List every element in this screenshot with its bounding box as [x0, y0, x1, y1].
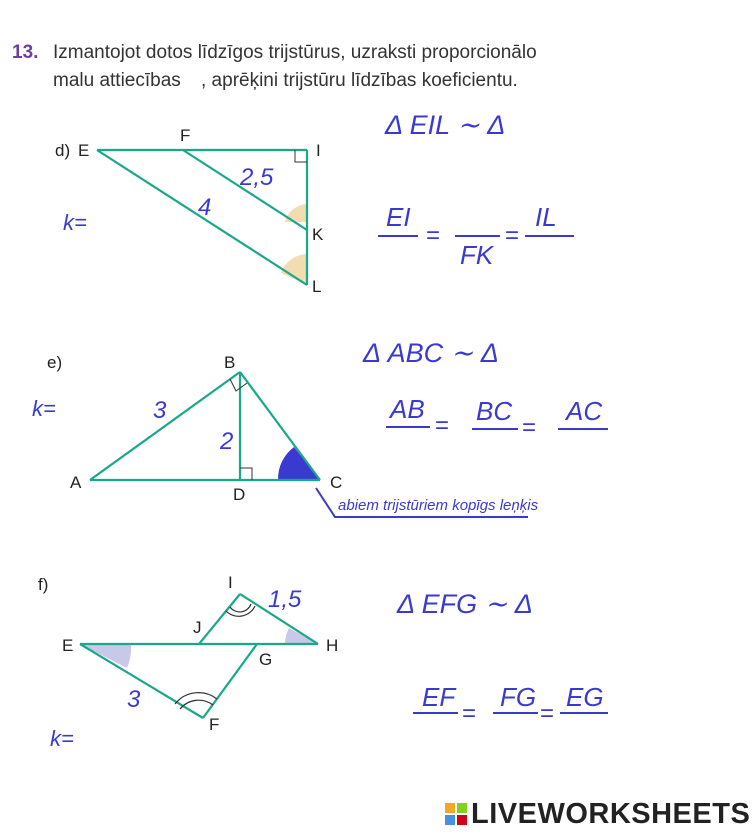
- length-ef: 3: [127, 686, 141, 713]
- similarity-d: Δ EIL ∼ Δ: [385, 110, 506, 140]
- ratio-f-eq1: =: [462, 700, 477, 727]
- ratio-d-eq2: =: [505, 222, 520, 249]
- segment-fg: [203, 644, 257, 718]
- segment-ab: [90, 372, 240, 480]
- vertex-f-f: F: [209, 715, 220, 734]
- ratio-e-eq2: =: [522, 414, 537, 441]
- length-bd: 2: [220, 428, 234, 455]
- k-label-e: k=: [32, 396, 56, 421]
- vertex-e-f: E: [62, 636, 74, 655]
- vertex-l-d: L: [312, 277, 322, 296]
- ratio-e-num2: BC: [476, 396, 513, 426]
- vertex-k-d: K: [312, 225, 324, 244]
- vertex-e-d: E: [78, 141, 90, 160]
- right-angle-marker-d: [240, 468, 252, 480]
- answer-lines: [378, 236, 608, 713]
- vertex-a: A: [70, 473, 82, 492]
- part-f-label: f): [38, 575, 49, 594]
- figure-e: [90, 372, 528, 517]
- vertex-f-d: F: [180, 126, 191, 145]
- task-instruction-line1: Izmantojot dotos līdzīgos trijstūrus, uzraksti proporcionālo: [53, 42, 537, 63]
- task-instruction-line2a: malu attiecības: [53, 70, 181, 91]
- length-el: 4: [198, 194, 212, 221]
- ratio-e-num1: AB: [390, 394, 425, 424]
- segment-ji: [199, 594, 240, 644]
- angle-i-arc-inner: [230, 604, 251, 612]
- ratio-e-num3: AC: [566, 396, 603, 426]
- common-angle-note: abiem trijstūriem kopīgs leņķis: [338, 497, 539, 514]
- task-instruction-line2b: , aprēķini trijstūru līdzības koeficientu.: [201, 70, 518, 91]
- angle-k-marker: [285, 204, 307, 222]
- ratio-f-num1: EF: [422, 682, 456, 712]
- vertex-j: J: [193, 618, 202, 637]
- brand-name: LIVEWORKSHEETS: [471, 798, 751, 830]
- vertex-b: B: [224, 353, 236, 372]
- vertex-d: D: [233, 485, 246, 504]
- part-e-label: e): [47, 353, 63, 372]
- ratio-d-den2: FK: [460, 240, 494, 270]
- task-number: 13.: [12, 42, 39, 63]
- liveworksheets-logo: [445, 798, 750, 831]
- vertex-h: H: [326, 636, 339, 655]
- segment-ef: [80, 644, 203, 718]
- similarity-e: Δ ABC ∼ Δ: [363, 338, 499, 368]
- vertex-i-f: I: [228, 573, 233, 592]
- ratio-f-eq2: =: [540, 700, 555, 727]
- similarity-f: Δ EFG ∼ Δ: [397, 589, 533, 619]
- ratio-f-num3: EG: [566, 682, 604, 712]
- k-label-f: k=: [50, 726, 74, 751]
- k-label-d: k=: [63, 210, 87, 235]
- length-ij: 1,5: [268, 586, 302, 613]
- ratio-e-eq1: =: [435, 412, 450, 439]
- ratio-d-num3: IL: [535, 202, 557, 232]
- ratio-f-num2: FG: [500, 682, 537, 712]
- part-d-label: d): [55, 141, 71, 160]
- ratio-d-eq1: =: [426, 222, 441, 249]
- liveworksheets-badge-icon: [445, 803, 467, 825]
- right-angle-marker-i: [295, 150, 307, 162]
- length-fk: 2,5: [240, 164, 274, 191]
- vertex-i-d: I: [316, 141, 321, 160]
- segment-bc: [240, 372, 320, 480]
- vertex-c: C: [330, 473, 343, 492]
- length-ab: 3: [153, 397, 167, 424]
- angle-f-arc-outer: [175, 693, 217, 704]
- vertex-g: G: [259, 650, 273, 669]
- ratio-d-num1: EI: [386, 202, 411, 232]
- right-angle-marker-b: [230, 379, 247, 391]
